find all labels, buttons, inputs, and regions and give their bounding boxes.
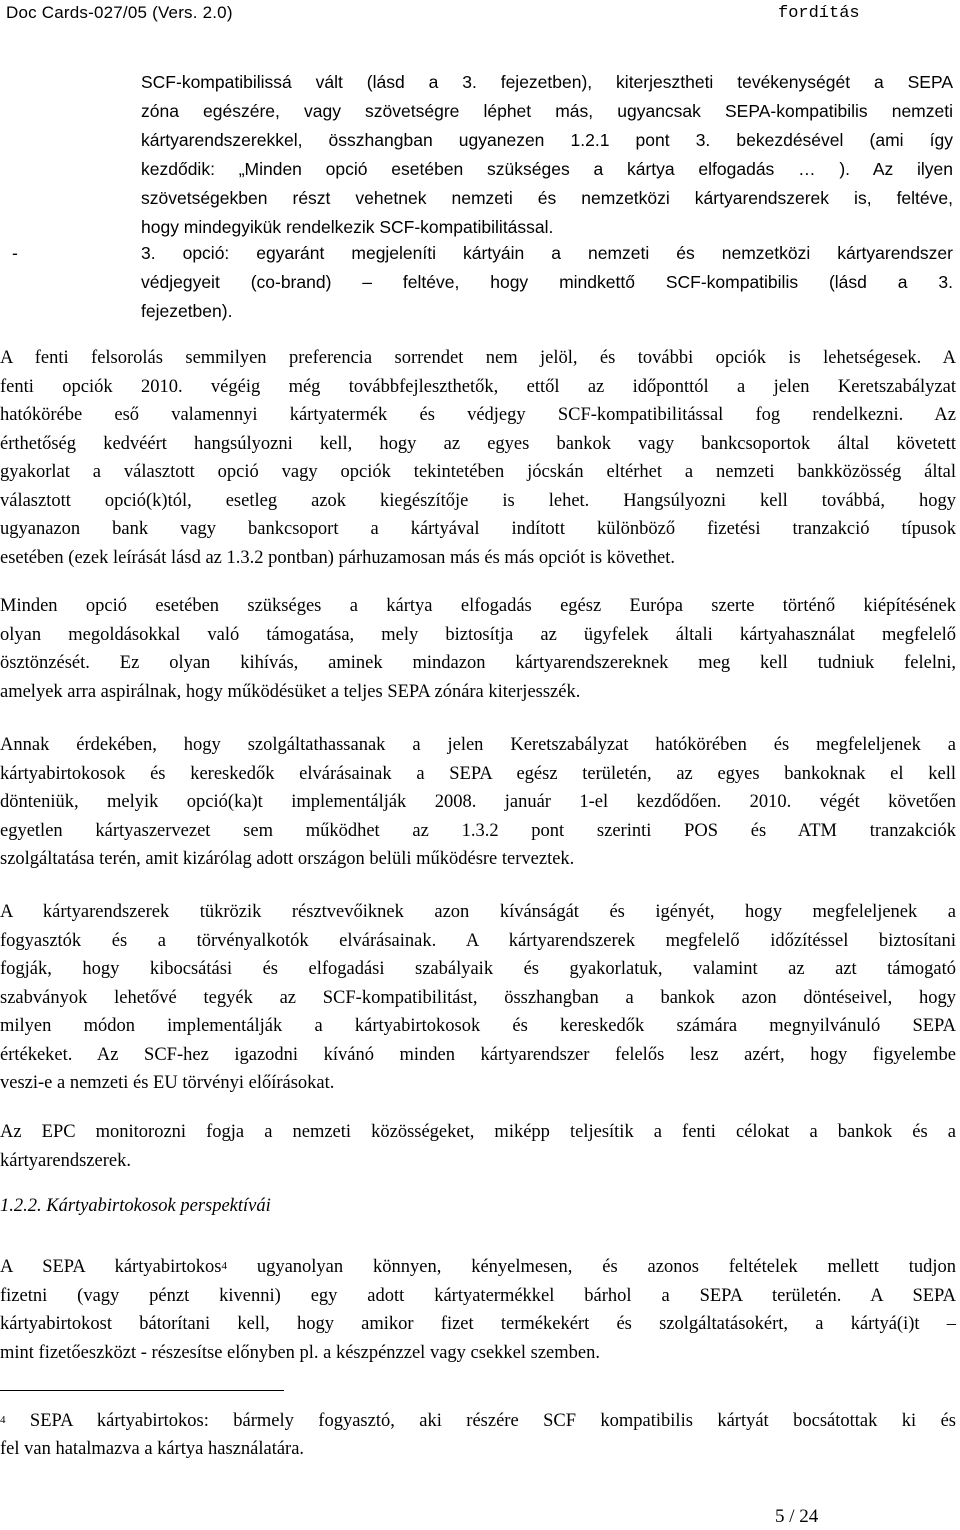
text-line: védjegyeit (co-brand) – feltéve, hogy mindkettő SCF-kompatibilis (lásd a 3. [141, 272, 953, 292]
text-line: zóna egészére, vagy szövetségre léphet más, ugyancsak SEPA-kompatibilis nemzeti [141, 101, 953, 121]
text-line: olyan megoldásokkal való támogatása, mely biztosítja az ügyfelek általi kártyahasználat megfelelő [0, 624, 956, 645]
text-line [0, 1253, 956, 1282]
text-line: esetében (ezek leírását lásd az 1.3.2 pontban) párhuzamosan más és más opciót is követhet. [0, 547, 676, 568]
text-line: fogják, hogy kibocsátási és elfogadási szabályaik és gyakorlatuk, valamint az azt támogató [0, 959, 956, 979]
text-line: kezdődik: „Minden opció esetében szükséges a kártya elfogadás … ). Az ilyen [141, 159, 953, 179]
text-line [0, 1407, 956, 1435]
text-line: érthetőség kedvéért hangsúlyozni kell, hogy az egyes bankok vagy bankcsoportok által követett [0, 433, 956, 454]
text-line: hogy mindegyikük rendelkezik SCF-kompatibilitással. [141, 217, 554, 237]
text-line: értékeket. Az SCF-hez igazodni kívánó minden kártyarendszer felelős lesz azért, hogy figyelembe [0, 1044, 956, 1065]
text-line: fel van hatalmazva a kártya használatára. [0, 1439, 305, 1459]
text-line: veszi-e a nemzeti és EU törvényi előírásokat. [0, 1073, 335, 1093]
text-line: egyetlen kártyaszervezet sem működhet az 1.3.2 pont szerinti POS és ATM tranzakciók [0, 820, 956, 841]
text-line: A fenti felsorolás semmilyen preferencia sorrendet nem jelöl, és további opciók is lehetségesek. A [0, 348, 956, 368]
footnote-reference: 4 [221, 1260, 227, 1272]
paragraph-cardholders [0, 1253, 956, 1367]
text-line: mint fizetőeszközt - részesítse előnyben pl. a készpénzzel vagy csekkel szemben. [0, 1342, 600, 1363]
page-number: 5 / 24 [775, 1506, 819, 1527]
text-line: 3. opció: egyaránt megjeleníti kártyáin a nemzeti és nemzetközi kártyarendszer [141, 243, 953, 263]
text-line: szolgáltatása terén, amit kizárólag adott országon belüli működésre terveztek. [0, 849, 575, 869]
text-segment: SEPA kártyabirtokos: bármely fogyasztó, aki részére SCF kompatibilis kártyát bocsátottak ki és [5, 1411, 956, 1431]
footnote-mark: 4 [0, 1414, 6, 1426]
text-line: fizetni (vagy pénzt kivenni) egy adott kártyatermékkel bárhol a SEPA területén. A SEPA [0, 1285, 956, 1306]
translation-label: fordítás [778, 4, 860, 23]
section-heading: 1.2.2. Kártyabirtokosok perspektívái [0, 1196, 271, 1216]
text-line: fogyasztók és a törvényalkotók elvárásainak. A kártyarendszerek megfelelő időzítéssel biztosítani [0, 930, 956, 951]
text-line: amelyek arra aspirálnak, hogy működésüket a teljes SEPA zónára kiterjesszék. [0, 681, 581, 702]
text-line: Az EPC monitorozni fogja a nemzeti közösségeket, miképp teljesítik a fenti célokat a bankok és a [0, 1122, 956, 1142]
page-header [0, 0, 960, 30]
paragraph-card-schemes [0, 898, 956, 1098]
bullet-item-option-3 [141, 239, 953, 326]
text-line: milyen módon implementálják a kártyabirtokosok és kereskedők számára megnyilvánuló SEPA [0, 1016, 956, 1036]
bullet-item-continuation [141, 68, 953, 242]
text-line: kártyarendszerekkel, összhangban ugyanezen 1.2.1 pont 3. bekezdésével (ami így [141, 130, 953, 150]
text-line: ugyanazon bank vagy bankcsoport a kártyával indított különböző fizetési tranzakció típusok [0, 519, 956, 539]
text-line: kártyabirtokost bátorítani kell, hogy amikor fizet termékekért és szolgáltatásokért, a kártyá(i)t – [0, 1314, 956, 1334]
footnote [0, 1407, 956, 1463]
text-line: hatókörébe eső valamennyi kártyatermék és védjegy SCF-kompatibilitással fog rendelkezni. Az [0, 405, 956, 425]
text-line: gyakorlat a választott opció vagy opciók tekintetében jócskán eltérhet a nemzeti bankközösség által [0, 462, 956, 482]
text-line: fenti opciók 2010. végéig még továbbfejleszthetők, ettől az időponttól a jelen Keretszabályzat [0, 376, 956, 397]
document-id: Doc Cards-027/05 (Vers. 2.0) [6, 3, 233, 22]
text-line: fejezetben). [141, 301, 233, 321]
paragraph-acceptance [0, 592, 956, 706]
footnote-divider [0, 1390, 284, 1391]
paragraph-epc-monitoring [0, 1118, 956, 1175]
text-segment: A SEPA kártyabirtokos [0, 1257, 222, 1277]
text-line: szabványok lehetővé tegyék az SCF-kompatibilitást, összhangban a bankok azon döntéseivel, hogy [0, 987, 956, 1008]
text-line: ösztönzését. Ez olyan kihívás, aminek mindazon kártyarendszereknek meg kell tudniuk felelni, [0, 653, 956, 673]
text-line: SCF-kompatibilissá vált (lásd a 3. fejezetben), kiterjesztheti tevékenységét a SEPA [141, 72, 953, 92]
text-line: A kártyarendszerek tükrözik résztvevőiknek azon kívánságát és igényét, hogy megfeleljenek a [0, 902, 956, 922]
paragraph-options-note [0, 344, 956, 572]
text-line: dönteniük, melyik opció(ka)t implementálják 2008. január 1-el kezdődően. 2010. végét követően [0, 792, 956, 812]
bullet-dash: - [12, 243, 18, 263]
text-line: választott opció(k)tól, esetleg azok kiegészítője is lehet. Hangsúlyozni kell továbbá, hogy [0, 490, 956, 511]
text-line: Minden opció esetében szükséges a kártya elfogadás egész Európa szerte történő kiépítésének [0, 596, 956, 616]
text-line: szövetségekben részt vehetnek nemzeti és nemzetközi kártyarendszerek is, feltéve, [141, 188, 953, 208]
text-line: Annak érdekében, hogy szolgáltathassanak a jelen Keretszabályzat hatókörében és megfeleljenek a [0, 735, 956, 755]
text-segment: ugyanolyan könnyen, kényelmesen, és azonos feltételek mellett tudjon [226, 1257, 956, 1277]
text-line: kártyabirtokosok és kereskedők elvárásainak a SEPA egész területén, az egyes bankoknak el kell [0, 763, 956, 784]
paragraph-implementation [0, 731, 956, 874]
text-line: kártyarendszerek. [0, 1150, 131, 1171]
